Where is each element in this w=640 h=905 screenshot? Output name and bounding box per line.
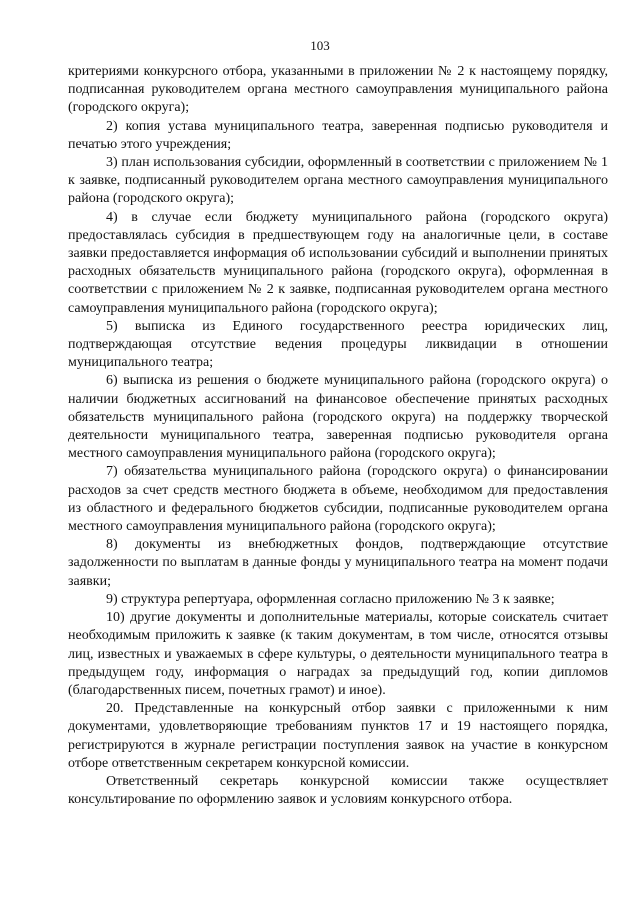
paragraph-criteria-continuation: критериями конкурсного отбора, указанными в приложении № 2 к настоящему порядку, подписанная руководителем органа местного самоуправления муниципального района (городского округа); <box>68 64 608 116</box>
paragraph-item-3: 3) план использования субсидии, оформленный в соответствии с приложением № 1 к заявке, подписанный руководителем органа местного самоуправления муниципального района (городского округа); <box>68 155 608 207</box>
paragraph-clause-20: 20. Представленные на конкурсный отбор заявки с приложенными к ним документами, удовлетворяющие требованиям пунктов 17 и 19 настоящего порядка, регистрируются в журнале регистрации поступления заявок на участие в конкурсном отборе ответственным секретарем конкурсной комиссии. <box>68 701 608 771</box>
paragraph-secretary: Ответственный секретарь конкурсной комиссии также осуществляет консультирование по оформлению заявок и условиям конкурсного отбора. <box>68 773 608 808</box>
page-number: 103 <box>310 38 330 53</box>
paragraph-item-7: 7) обязательства муниципального района (городского округа) о финансировании расходов за счет средств местного бюджета в объеме, необходимом для предоставления из областного и федерального бюджетов субсидии, подписанные руководителем органа местного самоуправления муниципального района (городского округа); <box>68 464 608 535</box>
paragraph-item-6: 6) выписка из решения о бюджете муниципального района (городского округа) о наличии бюджетных ассигнований на финансовое обеспечение принятых расходных обязательств муниципального района (городского округа) на поддержку творческой деятельности муниципального театра, заверенная подписью руководителя органа местного самоуправления муниципального района (городского округа); <box>68 373 608 462</box>
paragraph-item-9: 9) структура репертуара, оформленная согласно приложению № 3 к заявке; <box>106 591 555 607</box>
document-body <box>68 63 608 809</box>
paragraph-item-4: 4) в случае если бюджету муниципального района (городского округа) предоставлялась субсидия в предшествующем году на аналогичные цели, в составе заявки предоставляется информация об использовании субсидий и выполнении принятых расходных обязательств муниципального района (городского округа), оформленная в соответствии с приложением № 2 к заявке, подписанная руководителем органа местного самоуправления муниципального района (городского округа); <box>68 209 608 316</box>
paragraph-item-8: 8) документы из внебюджетных фондов, подтверждающие отсутствие задолженности по выплатам в данные фонды у муниципального театра на момент подачи заявки; <box>68 537 608 589</box>
paragraph-item-2: 2) копия устава муниципального театра, заверенная подписью руководителя и печатью этого учреждения; <box>68 118 608 152</box>
paragraph-item-10: 10) другие документы и дополнительные материалы, которые соискатель считает необходимым приложить к заявке (к таким документам, в том числе, относятся отзывы лиц, известных и уважаемых в сфере культуры, о деятельности муниципального театра в предыдущем году, информация о наградах за предыдущий год, копии дипломов (благодарственных писем, почетных грамот) и иное). <box>68 610 608 698</box>
paragraph-item-5: 5) выписка из Единого государственного реестра юридических лиц, подтверждающая отсутствие ведения процедуры ликвидации в отношении муниципального театра; <box>68 318 608 371</box>
